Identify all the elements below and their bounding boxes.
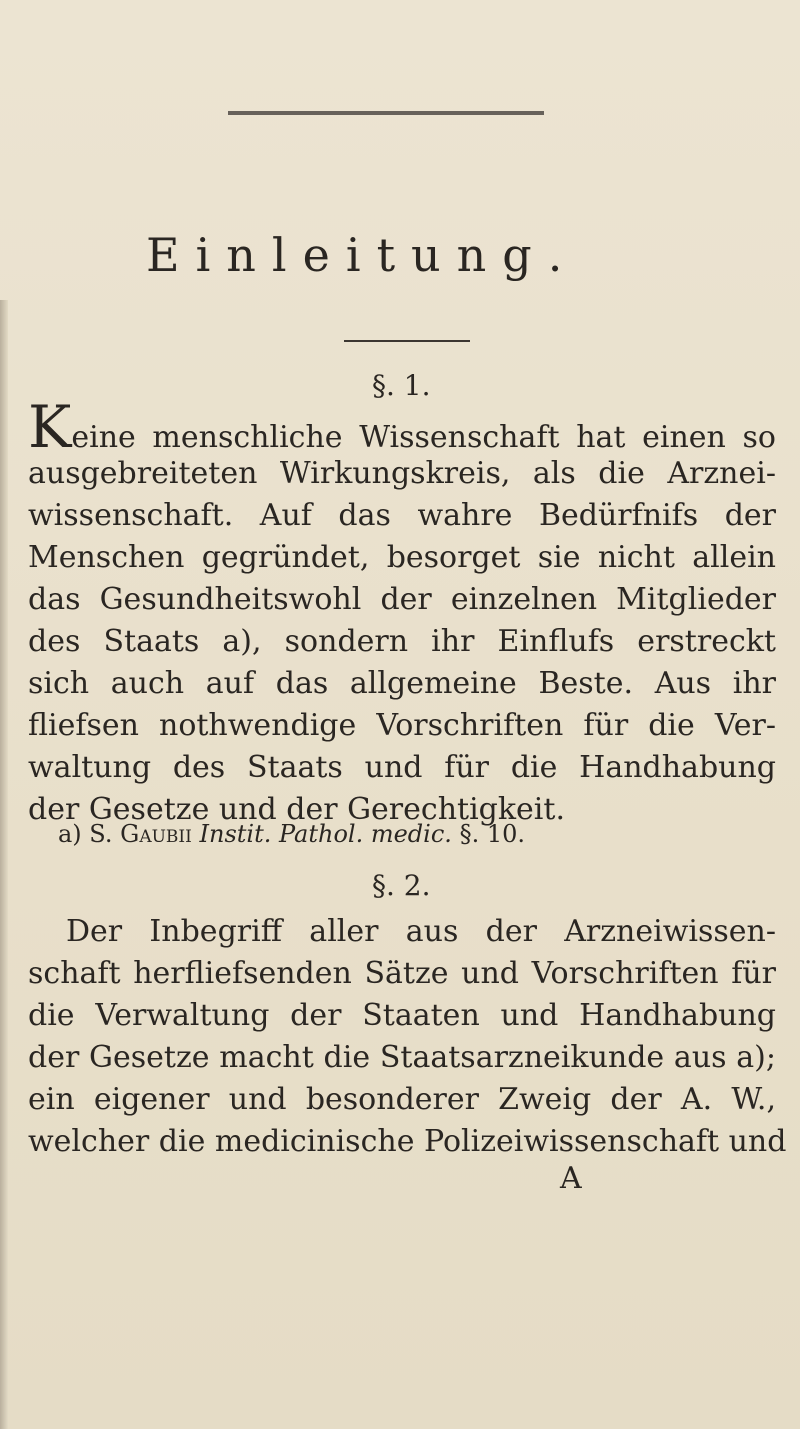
text-line: die Verwaltung der Staaten und Handhabung	[28, 998, 776, 1033]
text-line: welcher die medicinische Polizeiwissenschaft und	[28, 1124, 787, 1159]
chapter-heading: Einleitung.	[146, 228, 579, 282]
text-line: wissenschaft. Auf das wahre Bedürfnifs der	[28, 498, 776, 533]
section-number-2: §. 2.	[372, 869, 431, 902]
text-line: Menschen gegründet, besorget sie nicht allein	[28, 540, 776, 575]
text-line: Der Inbegriff aller aus der Arzneiwissen-	[66, 914, 776, 949]
text-line: der Gesetze und der Gerechtigkeit.	[28, 792, 565, 827]
footnote-work: Instit. Pathol. medic.	[199, 820, 452, 848]
text-line: ein eigener und besonderer Zweig der A. W.,	[28, 1082, 776, 1117]
text-line: der Gesetze macht die Staatsarzneikunde aus a);	[28, 1040, 776, 1075]
footnote-ref: §. 10.	[459, 820, 525, 848]
footnote-author: Gaubii	[120, 820, 192, 848]
text-line: schaft herfliefsenden Sätze und Vorschriften für	[28, 956, 776, 991]
catchword: A	[560, 1161, 582, 1196]
text-line: waltung des Staats und für die Handhabung	[28, 750, 776, 785]
text-line: ausgebreiteten Wirkungskreis, als die Arznei-	[28, 456, 776, 491]
top-rule	[228, 111, 544, 115]
text-line: Keine menschliche Wissenschaft hat einen so	[28, 393, 776, 461]
footnote-marker: a) S.	[58, 820, 113, 848]
text-line: das Gesundheitswohl der einzelnen Mitglieder	[28, 582, 776, 617]
heading-rule	[344, 340, 470, 342]
page-gutter-shadow	[0, 300, 8, 1429]
footnote-a	[58, 822, 525, 846]
text-line: fliefsen nothwendige Vorschriften für die Ver-	[28, 708, 776, 743]
section-number-1: §. 1.	[372, 369, 431, 402]
dropcap: K	[28, 393, 72, 461]
text-line: des Staats a), sondern ihr Einflufs erstreckt	[28, 624, 776, 659]
text-line: sich auch auf das allgemeine Beste. Aus ihr	[28, 666, 776, 701]
